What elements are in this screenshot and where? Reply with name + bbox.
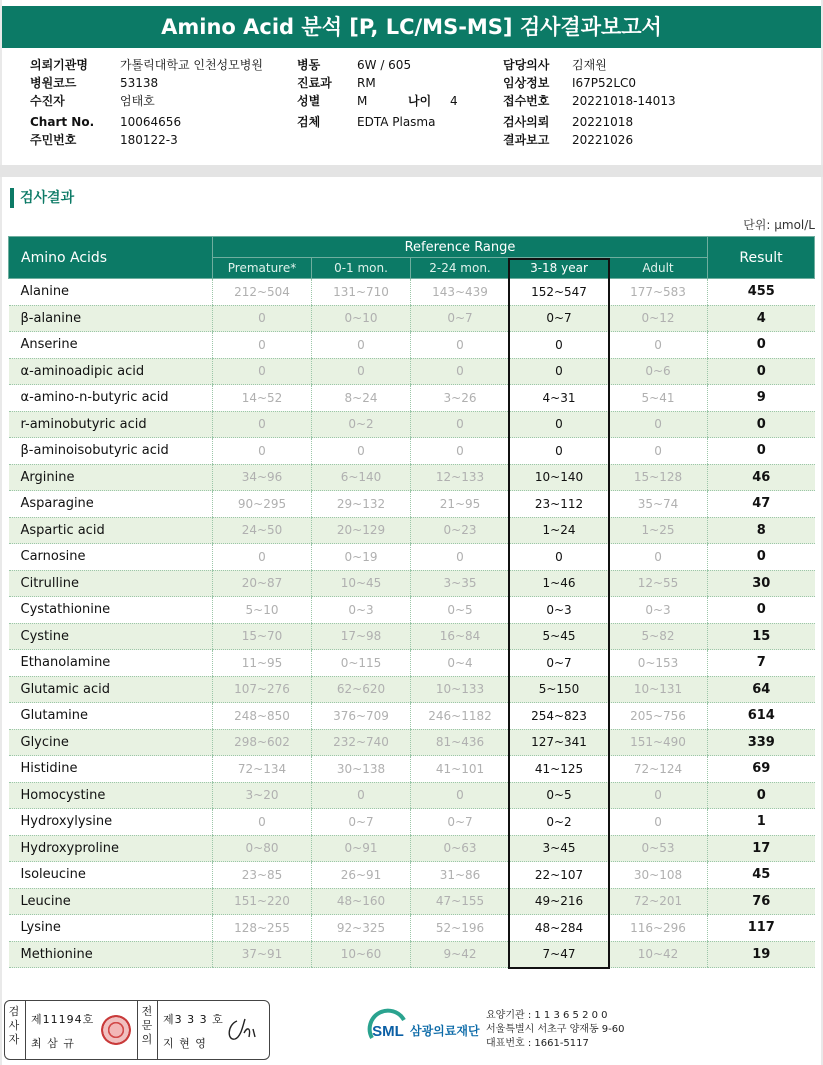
reference-range-cell: 0 — [213, 358, 312, 385]
inspector-label: 검사자 — [8, 1005, 20, 1046]
reference-range-cell: 248~850 — [213, 703, 312, 730]
info-key: 의뢰기관명 — [30, 58, 88, 72]
table-row — [9, 305, 815, 332]
subcol-header-1: 0-1 mon. — [312, 258, 411, 279]
reference-range-cell: 1~24 — [510, 517, 609, 544]
info-value: 6W / 605 — [357, 58, 412, 72]
reference-range-cell: 10~140 — [510, 464, 609, 491]
result-cell: 8 — [708, 517, 815, 544]
reference-range-cell: 26~91 — [312, 862, 411, 889]
table-row — [9, 358, 815, 385]
reference-range-cell: 143~439 — [411, 279, 510, 306]
reference-range-cell: 0~7 — [510, 650, 609, 677]
reference-range-cell: 23~85 — [213, 862, 312, 889]
reference-range-cell: 151~220 — [213, 888, 312, 915]
table-row — [9, 385, 815, 412]
subcol-header-4: Adult — [609, 258, 708, 279]
result-cell: 339 — [708, 729, 815, 756]
reference-range-cell: 10~42 — [609, 941, 708, 968]
table-row — [9, 570, 815, 597]
reference-range-cell: 128~255 — [213, 915, 312, 942]
result-cell: 46 — [708, 464, 815, 491]
reference-range-cell: 5~150 — [510, 676, 609, 703]
reference-range-cell: 12~133 — [411, 464, 510, 491]
reference-range-cell: 205~756 — [609, 703, 708, 730]
reference-range-cell: 0 — [510, 358, 609, 385]
result-cell: 0 — [708, 782, 815, 809]
result-cell: 4 — [708, 305, 815, 332]
reference-range-cell: 7~47 — [510, 941, 609, 968]
info-key: 진료과 — [297, 76, 332, 90]
amino-acid-name: α-aminoadipic acid — [9, 358, 213, 385]
info-key: 수진자 — [30, 94, 65, 108]
result-cell: 614 — [708, 703, 815, 730]
reference-range-cell: 0 — [609, 438, 708, 465]
reference-range-cell: 17~98 — [312, 623, 411, 650]
phone: 대표번호 : 1661-5117 — [486, 1038, 589, 1049]
reference-range-cell: 0 — [312, 358, 411, 385]
reference-range-cell: 0 — [312, 782, 411, 809]
info-key: 임상정보 — [503, 76, 550, 90]
table-row — [9, 782, 815, 809]
col-header-reference-range: Reference Range — [213, 237, 708, 258]
reference-range-cell: 72~201 — [609, 888, 708, 915]
result-cell: 64 — [708, 676, 815, 703]
reference-range-cell: 20~87 — [213, 570, 312, 597]
table-row — [9, 438, 815, 465]
reference-range-cell: 41~101 — [411, 756, 510, 783]
subcol-header-2: 2-24 mon. — [411, 258, 510, 279]
reference-range-cell: 72~124 — [609, 756, 708, 783]
result-cell: 0 — [708, 411, 815, 438]
info-key: 결과보고 — [503, 133, 550, 147]
reference-range-cell: 376~709 — [312, 703, 411, 730]
inspector-name: 최 삼 규 — [31, 1037, 75, 1050]
table-row — [9, 809, 815, 836]
amino-acid-name: Aspartic acid — [9, 517, 213, 544]
signature-icon — [225, 1015, 263, 1045]
reference-range-cell: 131~710 — [312, 279, 411, 306]
patient-info — [0, 52, 823, 156]
reference-range-cell: 0~7 — [411, 809, 510, 836]
reference-range-cell: 90~295 — [213, 491, 312, 518]
table-row — [9, 756, 815, 783]
table-row — [9, 676, 815, 703]
result-cell: 9 — [708, 385, 815, 412]
reference-range-cell: 15~70 — [213, 623, 312, 650]
amino-acid-name: Anserine — [9, 332, 213, 359]
amino-acid-name: Lysine — [9, 915, 213, 942]
reference-range-cell: 0~153 — [609, 650, 708, 677]
results-table — [8, 236, 815, 968]
result-cell: 0 — [708, 438, 815, 465]
table-row — [9, 650, 815, 677]
info-value: 180122-3 — [120, 133, 178, 147]
report-footer — [0, 988, 823, 1065]
amino-acid-name: Glutamic acid — [9, 676, 213, 703]
amino-acid-name: Hydroxyproline — [9, 835, 213, 862]
amino-acid-name: β-alanine — [9, 305, 213, 332]
reference-range-cell: 0~3 — [510, 597, 609, 624]
info-value: EDTA Plasma — [357, 115, 436, 129]
subcol-header-0: Premature* — [213, 258, 312, 279]
reference-range-cell: 11~95 — [213, 650, 312, 677]
info-value: 20221018-14013 — [572, 94, 676, 108]
col-header-result: Result — [708, 237, 815, 279]
table-row — [9, 835, 815, 862]
reference-range-cell: 0 — [609, 809, 708, 836]
reference-range-cell: 0 — [312, 438, 411, 465]
specialist-label: 전문의 — [141, 1005, 153, 1046]
result-cell: 1 — [708, 809, 815, 836]
result-cell: 7 — [708, 650, 815, 677]
result-cell: 17 — [708, 835, 815, 862]
unit-label: 단위: μmol/L — [743, 218, 815, 232]
amino-acid-name: Citrulline — [9, 570, 213, 597]
info-value: RM — [357, 76, 376, 90]
reference-range-cell: 47~155 — [411, 888, 510, 915]
reference-range-cell: 14~52 — [213, 385, 312, 412]
reference-range-cell: 15~128 — [609, 464, 708, 491]
reference-range-cell: 0 — [411, 782, 510, 809]
institution-code: 요양기관 : 1 1 3 6 5 2 0 0 — [486, 1010, 608, 1021]
reference-range-cell: 0 — [609, 782, 708, 809]
specialist-name: 지 현 영 — [163, 1037, 207, 1050]
info-value: 엄태호 — [120, 94, 155, 108]
reference-range-cell: 0~12 — [609, 305, 708, 332]
reference-range-cell: 0 — [411, 411, 510, 438]
result-cell: 0 — [708, 332, 815, 359]
info-value: I67P52LC0 — [572, 76, 637, 90]
amino-acid-name: β-aminoisobutyric acid — [9, 438, 213, 465]
info-value: 53138 — [120, 76, 159, 90]
reference-range-cell: 41~125 — [510, 756, 609, 783]
info-key: 검체 — [297, 115, 321, 129]
reference-range-cell: 52~196 — [411, 915, 510, 942]
amino-acid-name: Asparagine — [9, 491, 213, 518]
result-cell: 47 — [708, 491, 815, 518]
reference-range-cell: 0~3 — [312, 597, 411, 624]
reference-range-cell: 0~7 — [312, 809, 411, 836]
result-cell: 0 — [708, 544, 815, 571]
reference-range-cell: 127~341 — [510, 729, 609, 756]
reference-range-cell: 0~7 — [411, 305, 510, 332]
reference-range-cell: 0~2 — [312, 411, 411, 438]
reference-range-cell: 1~25 — [609, 517, 708, 544]
amino-acid-name: Leucine — [9, 888, 213, 915]
reference-range-cell: 8~24 — [312, 385, 411, 412]
reference-range-cell: 212~504 — [213, 279, 312, 306]
table-row — [9, 411, 815, 438]
reference-range-cell: 6~140 — [312, 464, 411, 491]
organization-info — [486, 1009, 625, 1051]
organization-name: 삼광의료재단 — [410, 1024, 480, 1038]
reference-range-cell: 0~63 — [411, 835, 510, 862]
reference-range-cell: 0 — [609, 332, 708, 359]
section-title: 검사결과 — [10, 188, 74, 208]
result-cell: 30 — [708, 570, 815, 597]
reference-range-cell: 5~82 — [609, 623, 708, 650]
reference-range-cell: 31~86 — [411, 862, 510, 889]
result-cell: 455 — [708, 279, 815, 306]
reference-range-cell: 10~45 — [312, 570, 411, 597]
reference-range-cell: 0~80 — [213, 835, 312, 862]
divider — [0, 165, 823, 177]
reference-range-cell: 0 — [510, 438, 609, 465]
amino-acid-name: Alanine — [9, 279, 213, 306]
reference-range-cell: 0 — [213, 438, 312, 465]
reference-range-cell: 48~160 — [312, 888, 411, 915]
info-key: 접수번호 — [503, 94, 550, 108]
reference-range-cell: 0~10 — [312, 305, 411, 332]
info-value: M — [357, 94, 368, 108]
reference-range-cell: 0~3 — [609, 597, 708, 624]
amino-acid-name: Cystathionine — [9, 597, 213, 624]
reference-range-cell: 0~6 — [609, 358, 708, 385]
reference-range-cell: 22~107 — [510, 862, 609, 889]
reference-range-cell: 21~95 — [411, 491, 510, 518]
reference-range-cell: 92~325 — [312, 915, 411, 942]
reference-range-cell: 72~134 — [213, 756, 312, 783]
inspector-license: 제11194호 — [31, 1013, 95, 1026]
reference-range-cell: 30~108 — [609, 862, 708, 889]
table-row — [9, 279, 815, 306]
info-key: 주민번호 — [30, 133, 77, 147]
table-row — [9, 703, 815, 730]
amino-acid-name: Carnosine — [9, 544, 213, 571]
table-row — [9, 941, 815, 968]
reference-range-cell: 107~276 — [213, 676, 312, 703]
reference-range-cell: 0~4 — [411, 650, 510, 677]
reference-range-cell: 10~133 — [411, 676, 510, 703]
amino-acid-name: Methionine — [9, 941, 213, 968]
info-value: 10064656 — [120, 115, 182, 129]
reference-range-cell: 0~5 — [411, 597, 510, 624]
info-key: 병원코드 — [30, 76, 77, 90]
reference-range-cell: 5~10 — [213, 597, 312, 624]
table-row — [9, 332, 815, 359]
reference-range-cell: 0~115 — [312, 650, 411, 677]
result-cell: 69 — [708, 756, 815, 783]
info-key: 담당의사 — [503, 58, 550, 72]
amino-acid-name: Glycine — [9, 729, 213, 756]
logo-text: SML — [372, 1023, 404, 1040]
amino-acid-name: Homocystine — [9, 782, 213, 809]
table-row — [9, 517, 815, 544]
table-row — [9, 544, 815, 571]
info-value: 20221026 — [572, 133, 634, 147]
result-cell: 0 — [708, 597, 815, 624]
address: 서울특별시 서초구 양재동 9-60 — [486, 1024, 625, 1035]
result-cell: 117 — [708, 915, 815, 942]
amino-acid-name: Ethanolamine — [9, 650, 213, 677]
reference-range-cell: 0 — [411, 438, 510, 465]
reference-range-cell: 34~96 — [213, 464, 312, 491]
table-row — [9, 623, 815, 650]
result-cell: 0 — [708, 358, 815, 385]
amino-acid-name: Arginine — [9, 464, 213, 491]
report-title: Amino Acid 분석 [P, LC/MS-MS] 검사결과보고서 — [2, 6, 821, 48]
amino-acid-name: Glutamine — [9, 703, 213, 730]
reference-range-cell: 48~284 — [510, 915, 609, 942]
reference-range-cell: 10~131 — [609, 676, 708, 703]
reference-range-cell: 0 — [312, 332, 411, 359]
reference-range-cell: 29~132 — [312, 491, 411, 518]
reference-range-cell: 1~46 — [510, 570, 609, 597]
table-row — [9, 597, 815, 624]
reference-range-cell: 3~35 — [411, 570, 510, 597]
info-value: 김재원 — [572, 58, 607, 72]
reference-range-cell: 0 — [213, 411, 312, 438]
reference-range-cell: 0 — [609, 411, 708, 438]
reference-range-cell: 0 — [510, 332, 609, 359]
reference-range-cell: 12~55 — [609, 570, 708, 597]
reference-range-cell: 5~41 — [609, 385, 708, 412]
table-row — [9, 464, 815, 491]
reference-range-cell: 0~23 — [411, 517, 510, 544]
reference-range-cell: 37~91 — [213, 941, 312, 968]
amino-acid-name: Cystine — [9, 623, 213, 650]
amino-acid-name: α-amino-n-butyric acid — [9, 385, 213, 412]
reference-range-cell: 0 — [213, 332, 312, 359]
reference-range-cell: 0 — [411, 358, 510, 385]
reference-range-cell: 16~84 — [411, 623, 510, 650]
reference-range-cell: 5~45 — [510, 623, 609, 650]
reference-range-cell: 0 — [609, 544, 708, 571]
table-row — [9, 729, 815, 756]
reference-range-cell: 298~602 — [213, 729, 312, 756]
table-row — [9, 915, 815, 942]
reference-range-cell: 0~53 — [609, 835, 708, 862]
reference-range-cell: 0~7 — [510, 305, 609, 332]
reference-range-cell: 0~91 — [312, 835, 411, 862]
subcol-header-3: 3-18 year — [510, 258, 609, 279]
reference-range-cell: 152~547 — [510, 279, 609, 306]
reference-range-cell: 0 — [213, 544, 312, 571]
reference-range-cell: 49~216 — [510, 888, 609, 915]
reference-range-cell: 254~823 — [510, 703, 609, 730]
reference-range-cell: 4~31 — [510, 385, 609, 412]
reference-range-cell: 0~19 — [312, 544, 411, 571]
table-row — [9, 491, 815, 518]
reference-range-cell: 9~42 — [411, 941, 510, 968]
reference-range-cell: 24~50 — [213, 517, 312, 544]
reference-range-cell: 20~129 — [312, 517, 411, 544]
reference-range-cell: 151~490 — [609, 729, 708, 756]
reference-range-cell: 0 — [411, 332, 510, 359]
info-key: 나이 — [408, 94, 432, 108]
result-cell: 76 — [708, 888, 815, 915]
reference-range-cell: 0 — [510, 411, 609, 438]
reference-range-cell: 0~2 — [510, 809, 609, 836]
amino-acid-name: r-aminobutyric acid — [9, 411, 213, 438]
reference-range-cell: 3~26 — [411, 385, 510, 412]
info-value: 4 — [450, 94, 458, 108]
reference-range-cell: 62~620 — [312, 676, 411, 703]
info-key: Chart No. — [30, 115, 95, 129]
reference-range-cell: 3~45 — [510, 835, 609, 862]
amino-acid-name: Isoleucine — [9, 862, 213, 889]
reference-range-cell: 10~60 — [312, 941, 411, 968]
seal-stamp-icon — [101, 1015, 131, 1045]
reference-range-cell: 0 — [510, 544, 609, 571]
info-key: 병동 — [297, 58, 321, 72]
info-key: 검사의뢰 — [503, 115, 550, 129]
reference-range-cell: 35~74 — [609, 491, 708, 518]
reference-range-cell: 0 — [213, 809, 312, 836]
reference-range-cell: 246~1182 — [411, 703, 510, 730]
info-value: 20221018 — [572, 115, 634, 129]
sml-logo-icon — [366, 1008, 410, 1048]
reference-range-cell: 30~138 — [312, 756, 411, 783]
result-cell: 15 — [708, 623, 815, 650]
reference-range-cell: 3~20 — [213, 782, 312, 809]
reference-range-cell: 23~112 — [510, 491, 609, 518]
table-row — [9, 862, 815, 889]
reference-range-cell: 0 — [213, 305, 312, 332]
amino-acid-name: Histidine — [9, 756, 213, 783]
info-value: 가톨릭대학교 인천성모병원 — [120, 58, 263, 72]
specialist-license: 제3 3 3 호 — [163, 1013, 224, 1026]
reference-range-cell: 0 — [411, 544, 510, 571]
reference-range-cell: 232~740 — [312, 729, 411, 756]
col-header-amino-acids: Amino Acids — [9, 237, 213, 279]
table-row — [9, 888, 815, 915]
result-cell: 45 — [708, 862, 815, 889]
signature-box — [4, 1000, 270, 1060]
reference-range-cell: 177~583 — [609, 279, 708, 306]
amino-acid-name: Hydroxylysine — [9, 809, 213, 836]
info-key: 성별 — [297, 94, 321, 108]
result-cell: 19 — [708, 941, 815, 968]
reference-range-cell: 116~296 — [609, 915, 708, 942]
reference-range-cell: 0~5 — [510, 782, 609, 809]
reference-range-cell: 81~436 — [411, 729, 510, 756]
